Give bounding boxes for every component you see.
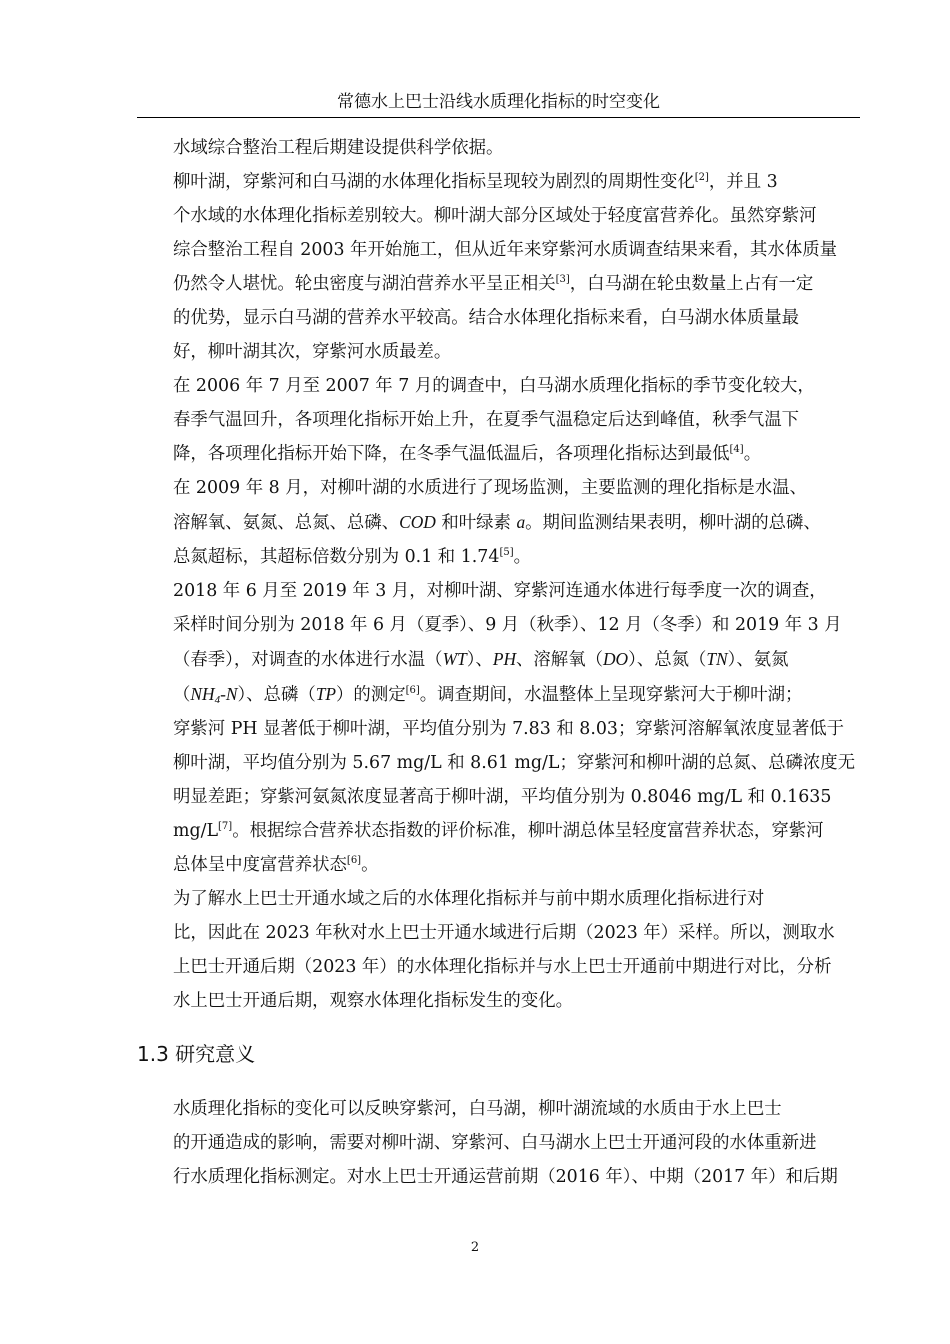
text-run: ）、总磷（ (237, 685, 316, 705)
text-run: 。 (743, 444, 762, 464)
paragraph-line: 个水域的水体理化指标差别较大。柳叶湖大部分区域处于轻度富营养化。虽然穿紫河 (173, 206, 817, 226)
paragraph-line (137, 642, 860, 677)
text-run: 。期间监测结果表明，柳叶湖的总磷、 (525, 513, 821, 533)
paragraph-line (137, 848, 860, 882)
text-run: NH (190, 684, 215, 704)
symbol-a: a (516, 512, 526, 532)
paragraph-6 (137, 1092, 860, 1194)
text-run: 。 (361, 855, 379, 875)
paragraph-0 (137, 131, 860, 165)
body-text (137, 131, 860, 1194)
citation-ref: [6] (346, 855, 362, 866)
paragraph-line: 好，柳叶湖其次，穿紫河水质最差。 (173, 342, 452, 362)
paragraph-line: 在 2006 年 7 月至 2007 年 7 月的调查中，白马湖水质理化指标的季节变化较大， (173, 376, 815, 396)
paragraph-1 (137, 165, 860, 369)
paragraph-line (137, 437, 860, 471)
paragraph-line: 综合整治工程自 2003 年开始施工，但从近年来穿紫河水质调查结果来看，其水体质量 (173, 240, 837, 260)
header-rule (137, 117, 860, 118)
paragraph-line: 明显差距；穿紫河氨氮浓度显著高于柳叶湖，平均值分别为 0.8046 mg/L 和 0.1635 (173, 787, 832, 807)
citation-ref: [4] (729, 444, 744, 455)
citation-ref: [5] (499, 547, 514, 558)
text-run: ）、总氮（ (628, 650, 707, 670)
symbol-cod: COD (399, 512, 436, 532)
citation-ref: [3] (555, 274, 570, 285)
paragraph-line: 比，因此在 2023 年秋对水上巴士开通水域进行后期（2023 年）采样。所以，测取水 (173, 923, 835, 943)
paragraph-line: 春季气温回升，各项理化指标开始上升，在夏季气温稳定后达到峰值，秋季气温下 (173, 410, 800, 430)
paragraph-line (137, 814, 860, 848)
paragraph-line: 的开通造成的影响，需要对柳叶湖、穿紫河、白马湖水上巴士开通河段的水体重新进 (173, 1133, 817, 1153)
text-run: mg/L (173, 821, 219, 841)
paragraph-line: 上巴士开通后期（2023 年）的水体理化指标并与水上巴士开通前中期进行对比，分析 (173, 957, 832, 977)
paragraph-line (137, 165, 860, 199)
subscript: 4 (214, 694, 221, 706)
symbol-tp: TP (315, 684, 337, 704)
text-run: 总氮超标，其超标倍数分别为 0.1 和 1.74 (173, 547, 500, 567)
text-run: 总体呈中度富营养状态 (173, 855, 347, 875)
text-run: ，并且 3 (708, 172, 778, 192)
text-run: 仍然令人堪忧。轮虫密度与湖泊营养水平呈正相关 (173, 274, 556, 294)
paragraph-line: 在 2009 年 8 月，对柳叶湖的水质进行了现场监测，主要监测的理化指标是水温、 (173, 478, 807, 498)
text-run: （ (173, 685, 191, 705)
paragraph-line: 的优势，显示白马湖的营养水平较高。结合水体理化指标来看，白马湖水体质量最 (173, 308, 800, 328)
paragraph-line (137, 677, 860, 712)
paragraph-line: 行水质理化指标测定。对水上巴士开通运营前期（2016 年）、中期（2017 年）和后期 (173, 1167, 838, 1187)
paragraph-line (137, 540, 860, 574)
citation-ref: [2] (694, 172, 709, 183)
symbol-wt: WT (442, 649, 467, 669)
paragraph-line: 柳叶湖，平均值分别为 5.67 mg/L 和 8.61 mg/L；穿紫河和柳叶湖的总氮、总磷浓度无 (173, 753, 856, 773)
paragraph-line: 2018 年 6 月至 2019 年 3 月，对柳叶湖、穿紫河连通水体进行每季度一次的调查， (173, 581, 827, 601)
paragraph-line (137, 267, 860, 301)
paragraph-3 (137, 471, 860, 574)
paragraph-line (137, 505, 860, 540)
citation-ref: [7] (218, 821, 233, 832)
paragraph-line: 采样时间分别为 2018 年 6 月（夏季）、9 月（秋季）、12 月（冬季）和 2019 年 3 月 (173, 615, 842, 635)
paragraph-line: 为了解水上巴士开通水域之后的水体理化指标并与前中期水质理化指标进行对 (173, 889, 765, 909)
symbol-do: DO (602, 649, 629, 669)
text-run: 柳叶湖，穿紫河和白马湖的水体理化指标呈现较为剧烈的周期性变化 (173, 172, 695, 192)
text-run: 、溶解氧（ (516, 650, 603, 670)
section-heading: 1.3 研究意义 (137, 1042, 256, 1066)
text-run: 溶解氧、氨氮、总氮、总磷、 (173, 513, 400, 533)
text-run: ）、氨氮 (727, 650, 789, 670)
paragraph-5 (137, 882, 860, 1018)
paragraph-2 (137, 369, 860, 471)
symbol-tn: TN (706, 649, 728, 669)
text-run: （春季），对调查的水体进行水温（ (173, 650, 443, 670)
paragraph-line: 穿紫河 PH 显著低于柳叶湖，平均值分别为 7.83 和 8.03；穿紫河溶解氧浓度显著低于 (173, 719, 845, 739)
text-run: 和叶绿素 (435, 513, 517, 533)
text-run: ，白马湖在轮虫数量上占有一定 (569, 274, 814, 294)
page-number: 2 (470, 1240, 480, 1255)
symbol-ph: PH (492, 649, 517, 669)
text-run: ）、 (466, 650, 493, 670)
page-header-title: 常德水上巴士沿线水质理化指标的时空变化 (337, 92, 660, 112)
paragraph-line: 水域综合整治工程后期建设提供科学依据。 (173, 138, 504, 158)
paragraph-line: 水质理化指标的变化可以反映穿紫河，白马湖，柳叶湖流域的水质由于水上巴士 (173, 1099, 782, 1119)
paragraph-line: 水上巴士开通后期，观察水体理化指标发生的变化。 (173, 991, 573, 1011)
symbol-nh4n (190, 684, 237, 704)
text-run: 。 (513, 547, 532, 567)
paragraph-4 (137, 574, 860, 882)
text-run: 。调查期间，水温整体上呈现穿紫河大于柳叶湖； (419, 685, 803, 705)
text-run: ）的测定 (336, 685, 406, 705)
text-run: 降，各项理化指标开始下降，在冬季气温低温后，各项理化指标达到最低 (173, 444, 730, 464)
text-run: -N (220, 684, 238, 704)
citation-ref: [6] (405, 685, 420, 696)
text-run: 。根据综合营养状态指数的评价标准，柳叶湖总体呈轻度富营养状态，穿紫河 (232, 821, 824, 841)
